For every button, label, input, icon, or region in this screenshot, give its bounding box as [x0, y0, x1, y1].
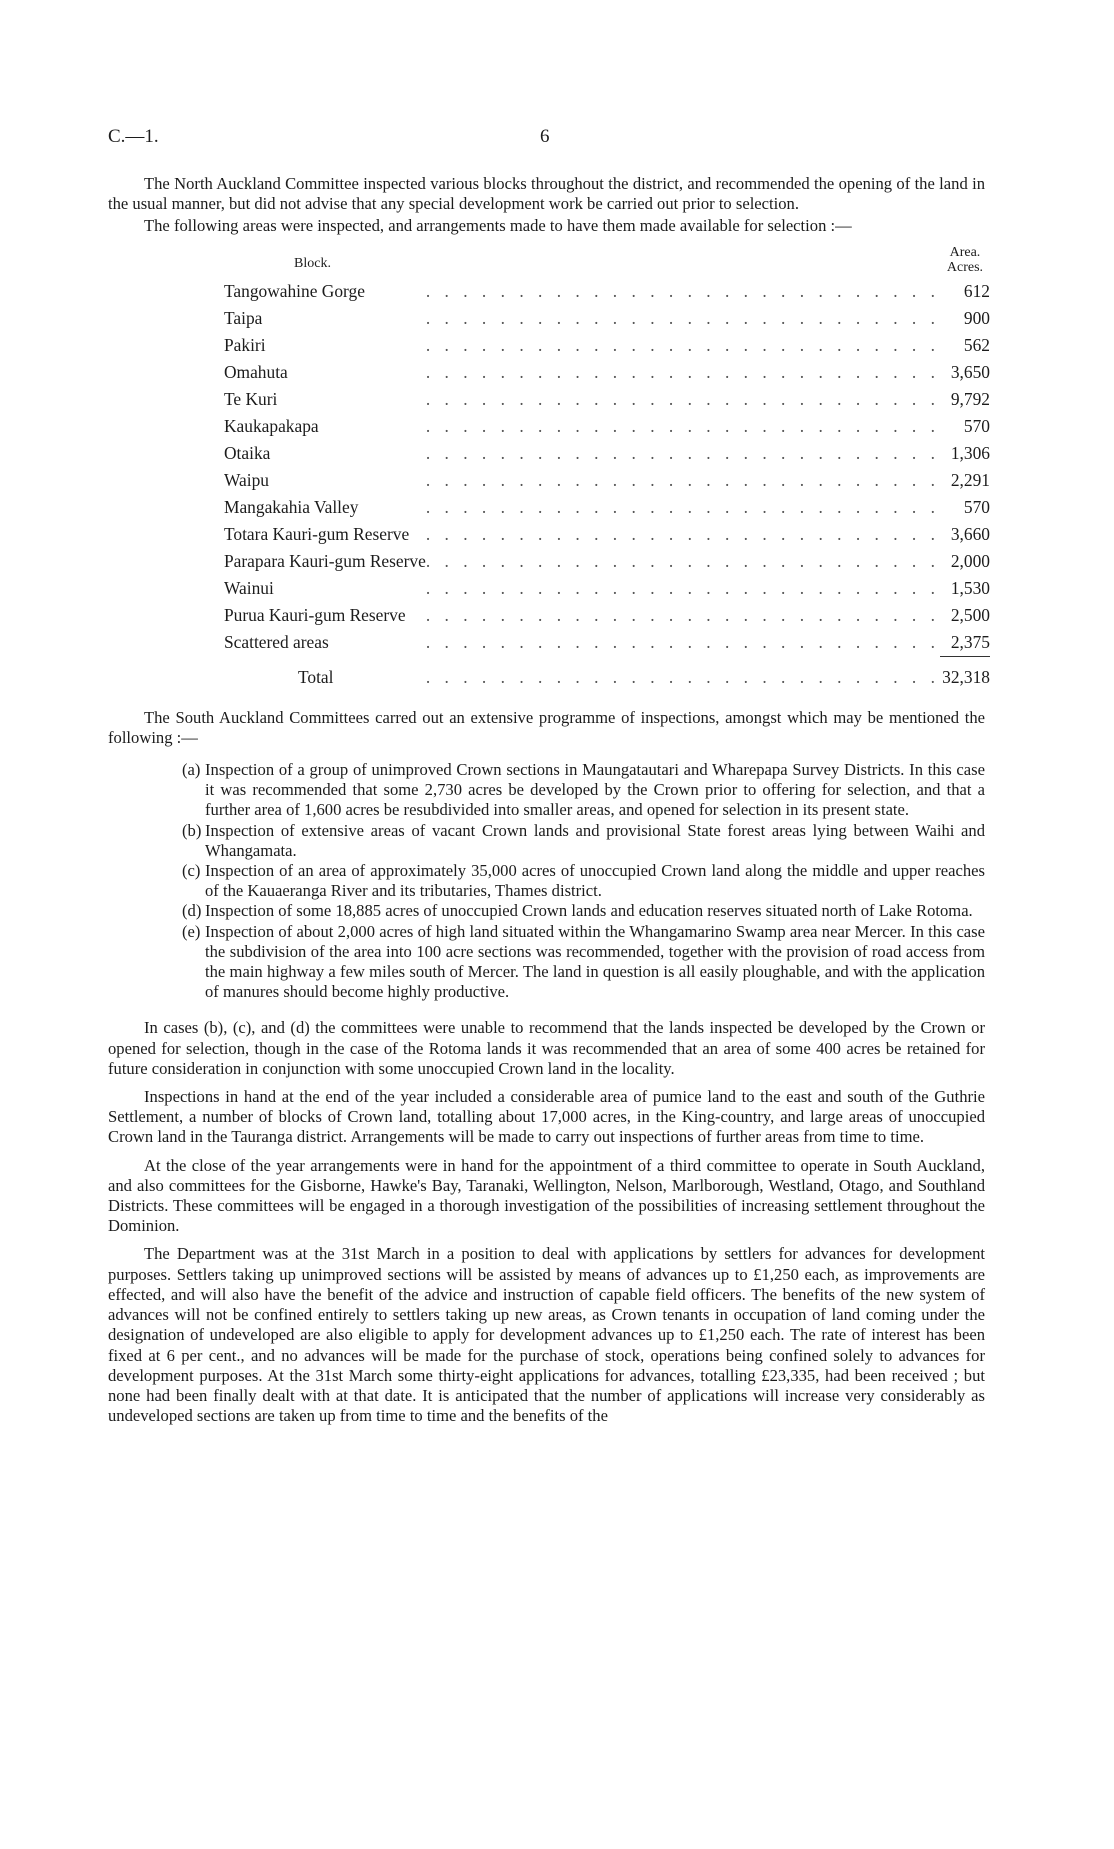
- table-row: [224, 356, 990, 383]
- column-header-area: [940, 241, 990, 275]
- dot-leader: . . . . . . . . . . . . . . . . . . . . . . . . . . . .: [425, 308, 940, 329]
- blocks-table: [224, 241, 990, 688]
- table-row: [224, 518, 990, 545]
- dot-leader: . . . . . . . . . . . . . . . . . . . . . . . . . . . .: [425, 362, 940, 383]
- block-area: 2,291: [950, 470, 990, 491]
- dot-leader: . . . . . . . . . . . . . . . . . . . . . . . . . . . .: [425, 551, 940, 572]
- dot-leader: . . . . . . . . . . . . . . . . . . . . . . . . . . . .: [425, 605, 940, 626]
- dot-leader: . . . . . . . . . . . . . . . . . . . . . . . . . . . .: [425, 497, 940, 518]
- block-name: Waipu: [224, 470, 269, 491]
- list-item-label: (d): [182, 901, 202, 921]
- block-area: 612: [963, 281, 990, 302]
- table-total-row: [224, 661, 990, 688]
- total-value: 32,318: [942, 667, 990, 688]
- block-area: 9,792: [950, 389, 990, 410]
- block-name: Parapara Kauri-gum Reserve: [224, 551, 426, 572]
- block-name: Scattered areas: [224, 632, 329, 653]
- dot-leader: . . . . . . . . . . . . . . . . . . . . . . . . . . . .: [425, 470, 940, 491]
- table-row: [224, 410, 990, 437]
- block-area: 1,306: [950, 443, 990, 464]
- dot-leader: . . . . . . . . . . . . . . . . . . . . . . . . . . . .: [425, 524, 940, 545]
- dot-leader: . . . . . . . . . . . . . . . . . . . . . . . . . . . .: [425, 335, 940, 356]
- column-header-area-label: Area.: [949, 244, 981, 260]
- block-area: 2,000: [950, 551, 990, 572]
- list-item-label: (a): [182, 760, 201, 780]
- block-area: 2,500: [950, 605, 990, 626]
- block-name: Otaika: [224, 443, 271, 464]
- table-row: [224, 572, 990, 599]
- block-area: 3,650: [950, 362, 990, 383]
- paragraph-cases: In cases (b), (c), and (d) the committees were unable to recommend that the lands inspected be developed by the Crown or opened for selection, though in the case of the Rotoma lands it was recommended that an area of some 400 acres be retained for future consideration in conjunction with some unoccupied Crown land in the locality.: [108, 1018, 985, 1078]
- table-row: [224, 275, 990, 302]
- block-area: 562: [963, 335, 990, 356]
- dot-leader: . . . . . . . . . . . . . . . . . . . . . . . . . . . .: [425, 416, 940, 437]
- paragraph-south-auckland: The South Auckland Committees carred out an extensive programme of inspections, amongst which may be mentioned the following :—: [108, 707, 985, 747]
- list-item-text: Inspection of a group of unimproved Crown sections in Maungatautari and Wharepapa Survey Districts. In this case it was recommended that some 2,730 acres be developed by the Crown prior to offering for selection, and that a further area of 1,600 acres be resubdivided into smaller areas, and opened for selection in its present state.: [205, 760, 985, 820]
- column-header-area-unit: Acres.: [946, 259, 984, 275]
- list-item: [108, 901, 985, 921]
- paragraph-inspections-in-hand: Inspections in hand at the end of the year included a considerable area of pumice land to the east and south of the Guthrie Settlement, a number of blocks of Crown land, totalling about 17,000 acres, in the King-country, and large areas of unoccupied Crown land in the Tauranga district. Arrangements will be made to carry out inspections of further areas from time to time.: [108, 1087, 985, 1147]
- block-name: Wainui: [224, 578, 274, 599]
- block-area: 2,375: [950, 632, 990, 653]
- block-name: Te Kuri: [224, 389, 278, 410]
- block-area: 3,660: [950, 524, 990, 545]
- table-row: [224, 626, 990, 653]
- dot-leader: . . . . . . . . . . . . . . . . . . . . . . . . . . . .: [425, 632, 940, 653]
- list-item-text: Inspection of extensive areas of vacant Crown lands and provisional State forest areas lying between Waihi and Whangamata.: [205, 820, 985, 860]
- block-area: 570: [963, 416, 990, 437]
- dot-leader: . . . . . . . . . . . . . . . . . . . . . . . . . . . .: [425, 281, 940, 302]
- list-item-text: Inspection of some 18,885 acres of unoccupied Crown lands and education reserves situated north of Lake Rotoma.: [205, 901, 973, 921]
- table-row: [224, 545, 990, 572]
- table-row: [224, 491, 990, 518]
- column-header-block: Block.: [294, 256, 331, 272]
- report-reference: C.—1.: [108, 126, 159, 147]
- document-body: [108, 174, 990, 1426]
- table-row: [224, 329, 990, 356]
- table-row: [224, 302, 990, 329]
- dot-leader: . . . . . . . . . . . . . . . . . . . . . . . . . . . .: [425, 443, 940, 464]
- table-rule-row: [224, 653, 990, 661]
- table-row: [224, 599, 990, 626]
- block-area: 570: [963, 497, 990, 518]
- table-row: [224, 383, 990, 410]
- list-item: [108, 922, 985, 1003]
- block-name: Taipa: [224, 308, 263, 329]
- list-item-label: (c): [182, 861, 201, 881]
- block-name: Mangakahia Valley: [224, 497, 359, 518]
- block-name: Omahuta: [224, 362, 288, 383]
- block-area: 900: [963, 308, 990, 329]
- block-name: Totara Kauri-gum Reserve: [224, 524, 410, 545]
- list-item-text: Inspection of about 2,000 acres of high land situated within the Whangamarino Swamp area near Mercer. In this case the subdivision of the area into 100 acre sections was recommended, together with the provision of road access from the main highway a few miles south of Mercer. The land in question is all easily ploughable, and with the application of manures should become highly productive.: [205, 921, 985, 1002]
- paragraph-north-auckland: The North Auckland Committee inspected various blocks throughout the district, and recommended the opening of the land in the usual manner, but did not advise that any special development work be carried out prior to selection.: [108, 174, 985, 214]
- list-item: [108, 760, 985, 821]
- block-name: Pakiri: [224, 335, 266, 356]
- dot-leader: . . . . . . . . . . . . . . . . . . . . . . . . . . . .: [425, 578, 940, 599]
- list-item-text: Inspection of an area of approximately 35,000 acres of unoccupied Crown land along the middle and upper reaches of the Kauaeranga River and its tributaries, Thames district.: [205, 861, 985, 901]
- paragraph-committees: At the close of the year arrangements were in hand for the appointment of a third committee to operate in South Auckland, and also committees for the Gisborne, Hawke's Bay, Taranaki, Wellington, Nelson, Marlborough, Westland, Otago, and Southland Districts. These committees will be engaged in a thorough investigation of the possibilities of increasing settlement throughout the Dominion.: [108, 1155, 985, 1236]
- page-number: 6: [540, 126, 550, 147]
- paragraph-areas-inspected: The following areas were inspected, and arrangements made to have them made available for selection :—: [144, 216, 852, 236]
- block-name: Purua Kauri-gum Reserve: [224, 605, 406, 626]
- dot-leader: . . . . . . . . . . . . . . . . . . . . . . . . . . . .: [425, 389, 940, 410]
- table-row: [224, 464, 990, 491]
- dot-leader: . . . . . . . . . . . . . . . . . . . . . . . . . . . .: [425, 667, 940, 688]
- list-item-label: (e): [182, 921, 201, 941]
- block-name: Kaukapakapa: [224, 416, 319, 437]
- total-label: Total: [298, 667, 334, 688]
- table-row: [224, 437, 990, 464]
- block-area: 1,530: [950, 578, 990, 599]
- list-item: [108, 821, 985, 861]
- table-header-row: [224, 241, 990, 275]
- paragraph-advances: The Department was at the 31st March in a position to deal with applications by settlers for advances for development purposes. Settlers taking up unimproved sections will be assisted by means of advances up to £1,250 each, as improvements are effected, and will also have the benefit of the advice and instruction of capable field officers. The benefits of the new system of advances will not be confined entirely to settlers taking up new areas, as Crown tenants in occupation of land coming under the designation of undeveloped are also eligible to apply for development advances up to £1,250 each. The rate of interest has been fixed at 6 per cent., and no advances will be made for the purchase of stock, operations being confined solely to advances for development purposes. At the 31st March some thirty-eight applications for advances, totalling £23,335, had been received ; but none had been finally dealt with at that date. It is anticipated that the number of applications will increase very considerably as undeveloped sections are taken up from time to time and the benefits of the: [108, 1244, 985, 1426]
- inspection-list: [108, 760, 985, 1002]
- block-name: Tangowahine Gorge: [224, 281, 365, 302]
- list-item: [108, 861, 985, 901]
- page-header: [108, 126, 1008, 156]
- total-rule: [940, 656, 990, 657]
- list-item-label: (b): [182, 820, 202, 840]
